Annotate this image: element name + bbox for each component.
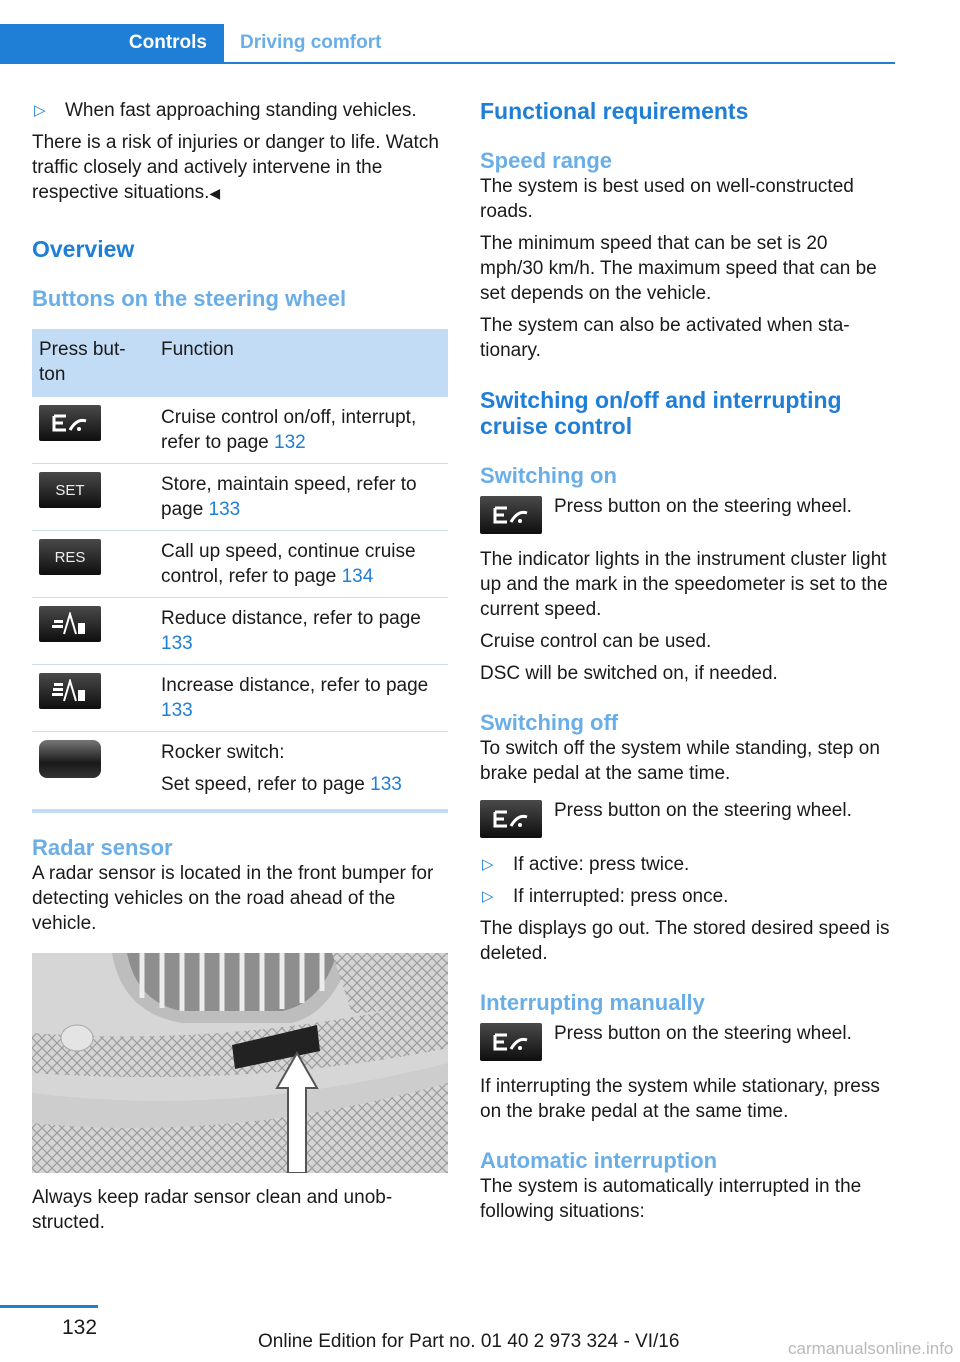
heading-buttons: Buttons on the steering wheel	[32, 286, 347, 311]
table-row	[32, 464, 448, 531]
table-row	[32, 665, 448, 732]
heading-functional-requirements: Functional requirements	[480, 98, 749, 124]
function-cell: Increase distance, refer to page 133	[154, 665, 448, 732]
page-link[interactable]: 134	[341, 566, 374, 587]
paragraph: The displays go out. The stored desired speed is deleted.	[480, 918, 890, 964]
heading-speed-range: Speed range	[480, 148, 613, 173]
right-column	[480, 98, 896, 1224]
table-row	[32, 531, 448, 598]
function-cell: Store, maintain speed, refer to page 133	[154, 464, 448, 531]
heading-switching-off: Switching off	[480, 710, 619, 735]
function-cell: Reduce distance, refer to page 133	[154, 598, 448, 665]
bullet-triangle-icon: ▷	[34, 102, 46, 119]
edition-text: Online Edition for Part no. 01 40 2 973 324 - VI/16	[258, 1331, 680, 1352]
paragraph: Cruise control can be used.	[480, 631, 712, 652]
bullet-triangle-icon: ▷	[482, 856, 494, 873]
function-cell: Cruise control on/off, interrupt, refer to page 132	[154, 397, 448, 464]
paragraph: The system is best used on well-constructed roads.	[480, 176, 854, 222]
table-row	[32, 397, 448, 464]
radar-after-text: Always keep radar sensor clean and unob-structed.	[32, 1187, 393, 1233]
bullet-triangle-icon: ▷	[482, 888, 494, 905]
watermark: carmanualsonline.info	[788, 1339, 954, 1358]
radar-text: A radar sensor is located in the front bumper for detecting vehicles on the road ahead of the vehicle.	[32, 863, 434, 934]
col-header-function: Function	[154, 329, 448, 397]
cruise-control-icon	[480, 1023, 542, 1061]
paragraph: The system can also be activated when sta-tionary.	[480, 315, 850, 361]
table-row	[32, 598, 448, 665]
cruise-control-icon	[480, 800, 542, 838]
list-item: ▷ If interrupted: press once.	[482, 886, 729, 907]
col-header-press-button: Press but-ton	[32, 329, 154, 397]
paragraph: If interrupting the system while stationary, press on the brake pedal at the same time.	[480, 1076, 880, 1122]
paragraph: The indicator lights in the instrument cluster light up and the mark in the speedometer is set to the current speed.	[480, 549, 888, 620]
press-button-row: Press button on the steering wheel.	[480, 798, 896, 838]
reduce-distance-icon	[39, 606, 101, 642]
press-button-row: Press button on the steering wheel.	[480, 1021, 896, 1061]
paragraph: DSC will be switched on, if needed.	[480, 663, 778, 684]
paragraph: The minimum speed that can be set is 20 mph/30 km/h. The maximum speed that can be set depends on the vehicle.	[480, 233, 877, 304]
heading-interrupting-manually: Interrupting manually	[480, 990, 705, 1015]
table-header-row	[32, 329, 448, 397]
paragraph: The system is automatically interrupted in the following situations:	[480, 1176, 862, 1222]
list-item: ▷ If active: press twice.	[482, 854, 690, 875]
rocker-switch-icon	[39, 740, 101, 778]
res-button-icon: RES	[39, 539, 101, 575]
table-row	[32, 732, 448, 812]
warning-text: There is a risk of injuries or danger to life. Watch traffic closely and actively intervene in the respective situations.◀	[32, 132, 439, 203]
tab-controls[interactable]: Controls	[0, 24, 224, 62]
heading-overview: Overview	[32, 236, 135, 262]
left-column	[32, 98, 448, 1235]
page-link[interactable]: 133	[161, 633, 193, 654]
list-item: ▷ When fast approaching standing vehicles.	[34, 100, 417, 121]
heading-automatic-interruption: Automatic interruption	[480, 1148, 718, 1173]
header-tabs	[0, 24, 895, 64]
tab-driving-comfort[interactable]: Driving comfort	[240, 32, 382, 53]
set-button-icon: SET	[39, 472, 101, 508]
buttons-table	[32, 329, 448, 813]
heading-switching-on: Switching on	[480, 463, 617, 488]
increase-distance-icon	[39, 673, 101, 709]
function-cell: Rocker switch: Set speed, refer to page 133	[154, 732, 448, 812]
function-cell: Call up speed, continue cruise control, refer to page 134	[154, 531, 448, 598]
end-mark-icon: ◀	[209, 185, 221, 201]
press-button-row: Press button on the steering wheel.	[480, 494, 896, 534]
paragraph: To switch off the system while standing, step on brake pedal at the same time.	[480, 738, 880, 784]
cruise-control-icon	[480, 496, 542, 534]
footer-rule	[0, 1305, 98, 1308]
page-link[interactable]: 132	[274, 432, 306, 453]
page-link[interactable]: 133	[208, 499, 241, 520]
heading-radar-sensor: Radar sensor	[32, 835, 173, 860]
page-number: 132	[62, 1316, 98, 1339]
page-link[interactable]: 133	[370, 774, 402, 795]
heading-switching: Switching on/off and interrupting cruise control	[480, 387, 842, 439]
radar-sensor-image	[32, 953, 448, 1173]
page-link[interactable]: 133	[161, 700, 193, 721]
cruise-control-icon	[39, 405, 101, 441]
